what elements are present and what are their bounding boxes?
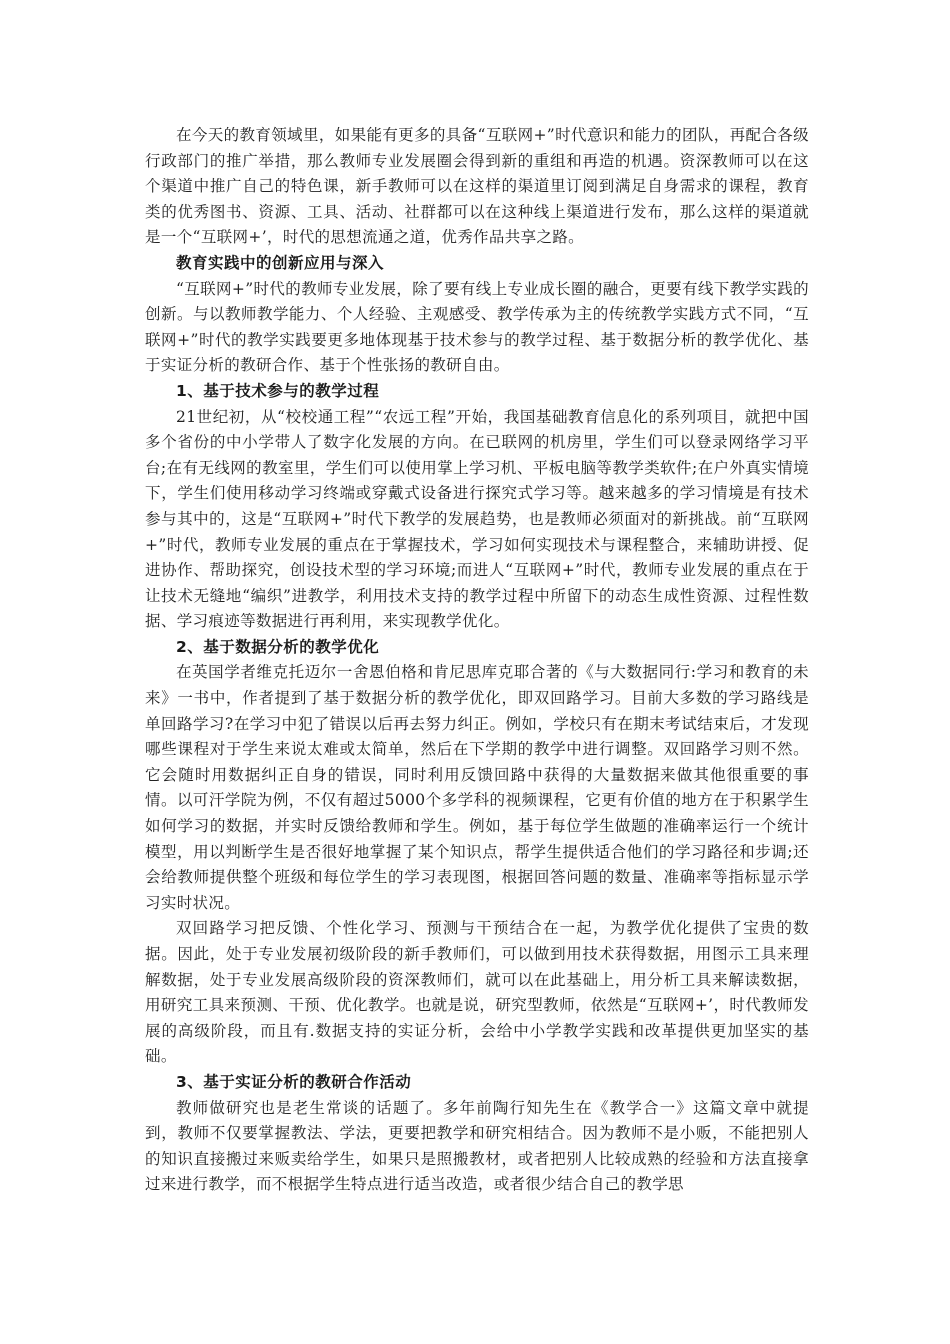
- paragraph-innovation: “互联网+”时代的教师专业发展，除了要有线上专业成长圈的融合，更要有线下教学实践的创新。与以教师教学能力、个人经验、主观感受、教学传承为主的传统教学实践方式不同，“互联网+”时代的教学实践要更多地体现基于技术参与的教学过程、基于数据分析的教学优化、基于实证分析的教研合作、基于个性张扬的教研自由。: [145, 279, 809, 375]
- paragraph-data-analysis: 在英国学者维克托迈尔一舍恩伯格和肯尼思库克耶合著的《与大数据同行:学习和教育的未来》一书中，作者提到了基于数据分析的教学优化，即双回路学习。目前大多数的学习路线是单回路学习?在学习中犯了错误以后再去努力纠正。例如，学校只有在期末考试结束后，才发现哪些课程对于学生来说太难或太简单，然后在下学期的教学中进行调整。双回路学习则不然。它会随时用数据纠正自身的错误，同时利用反馈回路中获得的大量数据来做其他很重要的事情。以可汗学院为例，不仅有超过5000个多学科的视频课程，它更有价值的地方在于积累学生如何学习的数据，并实时反馈给教师和学生。例如，基于每位学生做题的准确率运行一个统计模型，用以判断学生是否很好地掌握了某个知识点，帮学生提供适合他们的学习路径和步调;还会给教师提供整个班级和每位学生的学习表现图，根据回答问题的数量、准确率等指标显示学习实时状况。: [145, 663, 809, 912]
- section-heading-innovation: 教育实践中的创新应用与深入: [176, 253, 385, 272]
- paragraph-research-cooperation: 教师做研究也是老生常谈的话题了。多年前陶行知先生在《教学合一》这篇文章中就提到，教师不仅要掌握教法、学法，更要把教学和研究相结合。因为教师不是小贩，不能把别人的知识直接搬过来贩卖给学生，如果只是照搬教材，或者把别人比较成熟的经验和方法直接拿过来进行教学，而不根据学生特点进行适当改造，或者很少结合自己的教学思: [145, 1098, 809, 1194]
- section-heading-technology: 1、基于技术参与的教学过程: [176, 381, 380, 400]
- section-heading-research-cooperation: 3、基于实证分析的教研合作活动: [176, 1072, 412, 1091]
- paragraph-intro: 在今天的教育领域里，如果能有更多的具备“互联网+”时代意识和能力的团队，再配合各级行政部门的推广举措，那么教师专业发展圈会得到新的重组和再造的机遇。资深教师可以在这个渠道中推广自己的特色课，新手教师可以在这样的渠道里订阅到满足自身需求的课程，教育类的优秀图书、资源、工具、活动、社群都可以在这种线上渠道进行发布，那么这样的渠道就是一个“互联网+’，时代的思想流通之道，优秀作品共享之路。: [145, 126, 809, 247]
- document-page: [145, 123, 809, 1198]
- paragraph-double-loop: 双回路学习把反馈、个性化学习、预测与干预结合在一起，为教学优化提供了宝贵的数据。因此，处于专业发展初级阶段的新手教师们，可以做到用技术获得数据，用图示工具来理解数据，处于专业发展高级阶段的资深教师们，就可以在此基础上，用分析工具来解读数据，用研究工具来预测、干预、优化教学。也就是说，研究型教师，依然是“互联网+’，时代教师发展的高级阶段，而且有.数据支持的实证分析，会给中小学教学实践和改革提供更加坚实的基础。: [145, 919, 809, 1066]
- section-heading-data-analysis: 2、基于数据分析的教学优化: [176, 637, 380, 656]
- paragraph-technology: 21世纪初，从“校校通工程”“农远工程”开始，我国基础教育信息化的系列项目，就把中国多个省份的中小学带人了数字化发展的方向。在已联网的机房里，学生们可以登录网络学习平台;在有无线网的教室里，学生们可以使用掌上学习机、平板电脑等教学类软件;在户外真实情境下，学生们使用移动学习终端或穿戴式设备进行探究式学习等。越来越多的学习情境是有技术参与其中的，这是“互联网+”时代下教学的发展趋势，也是教师必须面对的新挑战。前“互联网+”时代，教师专业发展的重点在于掌握技术，学习如何实现技术与课程整合，来辅助讲授、促进协作、帮助探究，创设技术型的学习环境;而进人“互联网+”时代，教师专业发展的重点在于让技术无缝地“编织”进教学，利用技术支持的教学过程中所留下的动态生成性资源、过程性数据、学习痕迹等数据进行再利用，来实现教学优化。: [145, 407, 809, 631]
